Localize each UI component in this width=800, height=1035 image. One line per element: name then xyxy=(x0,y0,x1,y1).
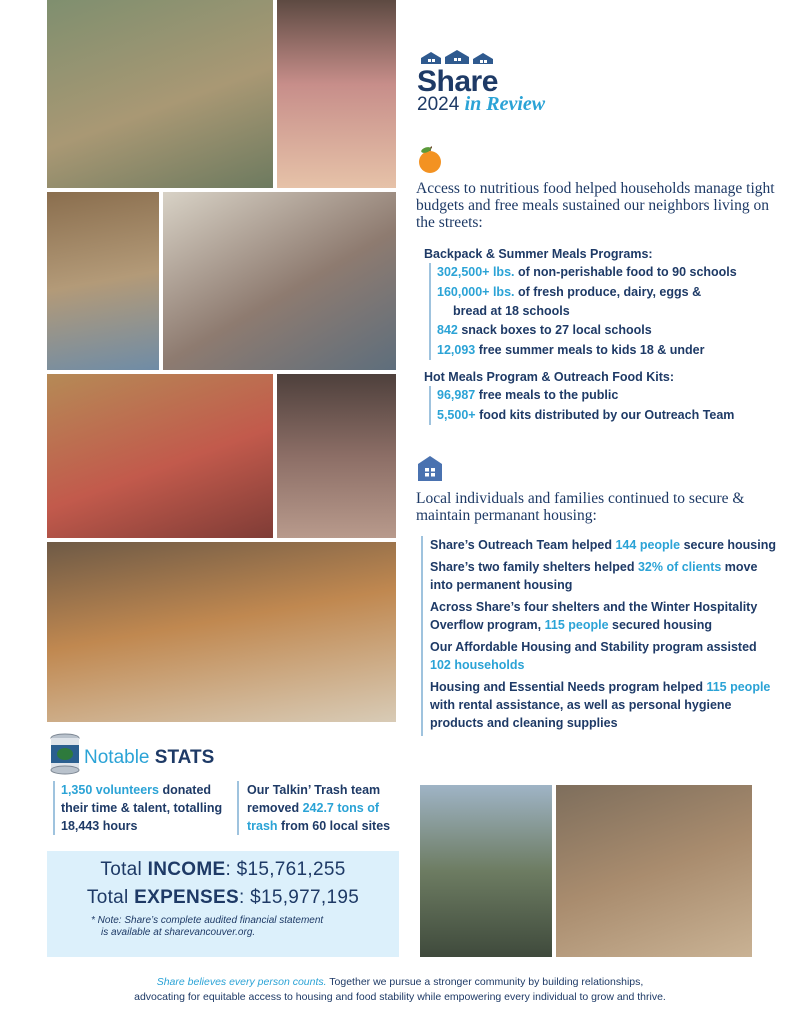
photo-donation-sorting xyxy=(47,192,159,370)
backpack-heading: Backpack & Summer Meals Programs: xyxy=(424,247,653,261)
orange-icon xyxy=(417,146,443,179)
photo-food-pantry-volunteer xyxy=(47,0,273,188)
share-logo xyxy=(417,50,509,98)
backpack-list xyxy=(429,263,787,360)
photo-family-group xyxy=(163,192,396,370)
financials-panel xyxy=(47,851,399,957)
can-icon xyxy=(49,733,81,780)
photo-food-kits xyxy=(47,374,273,538)
total-expenses: Total EXPENSES: $15,977,195 xyxy=(86,887,360,908)
list-item: 302,500+ lbs. of non-perishable food to 90 schools xyxy=(437,265,737,279)
photo-family-selfie xyxy=(277,374,396,538)
housing-list xyxy=(421,536,780,736)
list-item: 160,000+ lbs. of fresh produce, dairy, eggs & bread at 18 schools xyxy=(437,284,702,318)
logo-houses-icon xyxy=(417,50,509,64)
photo-child-lunch xyxy=(47,542,396,722)
stat-volunteers: 1,350 volunteers donated their time & talent, totalling 18,443 hours xyxy=(53,781,237,835)
housing-intro: Local individuals and families continued to secure & maintain permanant housing: xyxy=(416,490,745,524)
list-item: Share’s two family shelters helped 32% of clients move into permanent housing xyxy=(430,560,758,592)
photo-child-playing xyxy=(556,785,752,957)
stats-title: Notable STATS xyxy=(84,747,215,768)
house-icon xyxy=(417,455,443,486)
report-title xyxy=(417,93,545,116)
stat-talkin-trash: Our Talkin’ Trash team removed 242.7 tons of trash from 60 local sites xyxy=(237,781,409,835)
logo-text: Share xyxy=(417,65,498,98)
photo-quilt-volunteers xyxy=(277,0,396,188)
list-item: Share’s Outreach Team helped 144 people secure housing xyxy=(430,538,776,552)
total-income: Total INCOME: $15,761,255 xyxy=(100,859,346,880)
list-item: Housing and Essential Needs program helped 115 people with rental assistance, as well as personal hygiene products and cleaning supplies xyxy=(430,680,771,730)
list-item: Across Share’s four shelters and the Winter Hospitality Overflow program, 115 people secured housing xyxy=(430,600,758,632)
report-year: 2024 xyxy=(417,94,460,115)
food-intro: Access to nutritious food helped households manage tight budgets and free meals sustained our neighbors living on the streets: xyxy=(416,180,775,231)
list-item: 842 snack boxes to 27 local schools xyxy=(437,323,652,337)
list-item: Our Affordable Housing and Stability program assisted 102 households xyxy=(430,640,757,672)
financial-note: * Note: Share’s complete audited financial statement is available at sharevancouver.org. xyxy=(91,915,324,938)
photo-talkin-trash-team xyxy=(420,785,552,957)
hot-meals-list xyxy=(429,386,787,425)
footer-mission: Share believes every person counts. Together we pursue a stronger community by building relationships, advocating for equitable access to housing and food stability while empowering every individual to grow and thrive. xyxy=(134,976,666,1003)
report-tagline: in Review xyxy=(464,93,546,115)
list-item: 96,987 free meals to the public xyxy=(437,388,619,402)
list-item: 5,500+ food kits distributed by our Outreach Team xyxy=(437,407,735,422)
hot-meals-heading: Hot Meals Program & Outreach Food Kits: xyxy=(424,370,675,384)
list-item: 12,093 free summer meals to kids 18 & under xyxy=(437,342,705,357)
